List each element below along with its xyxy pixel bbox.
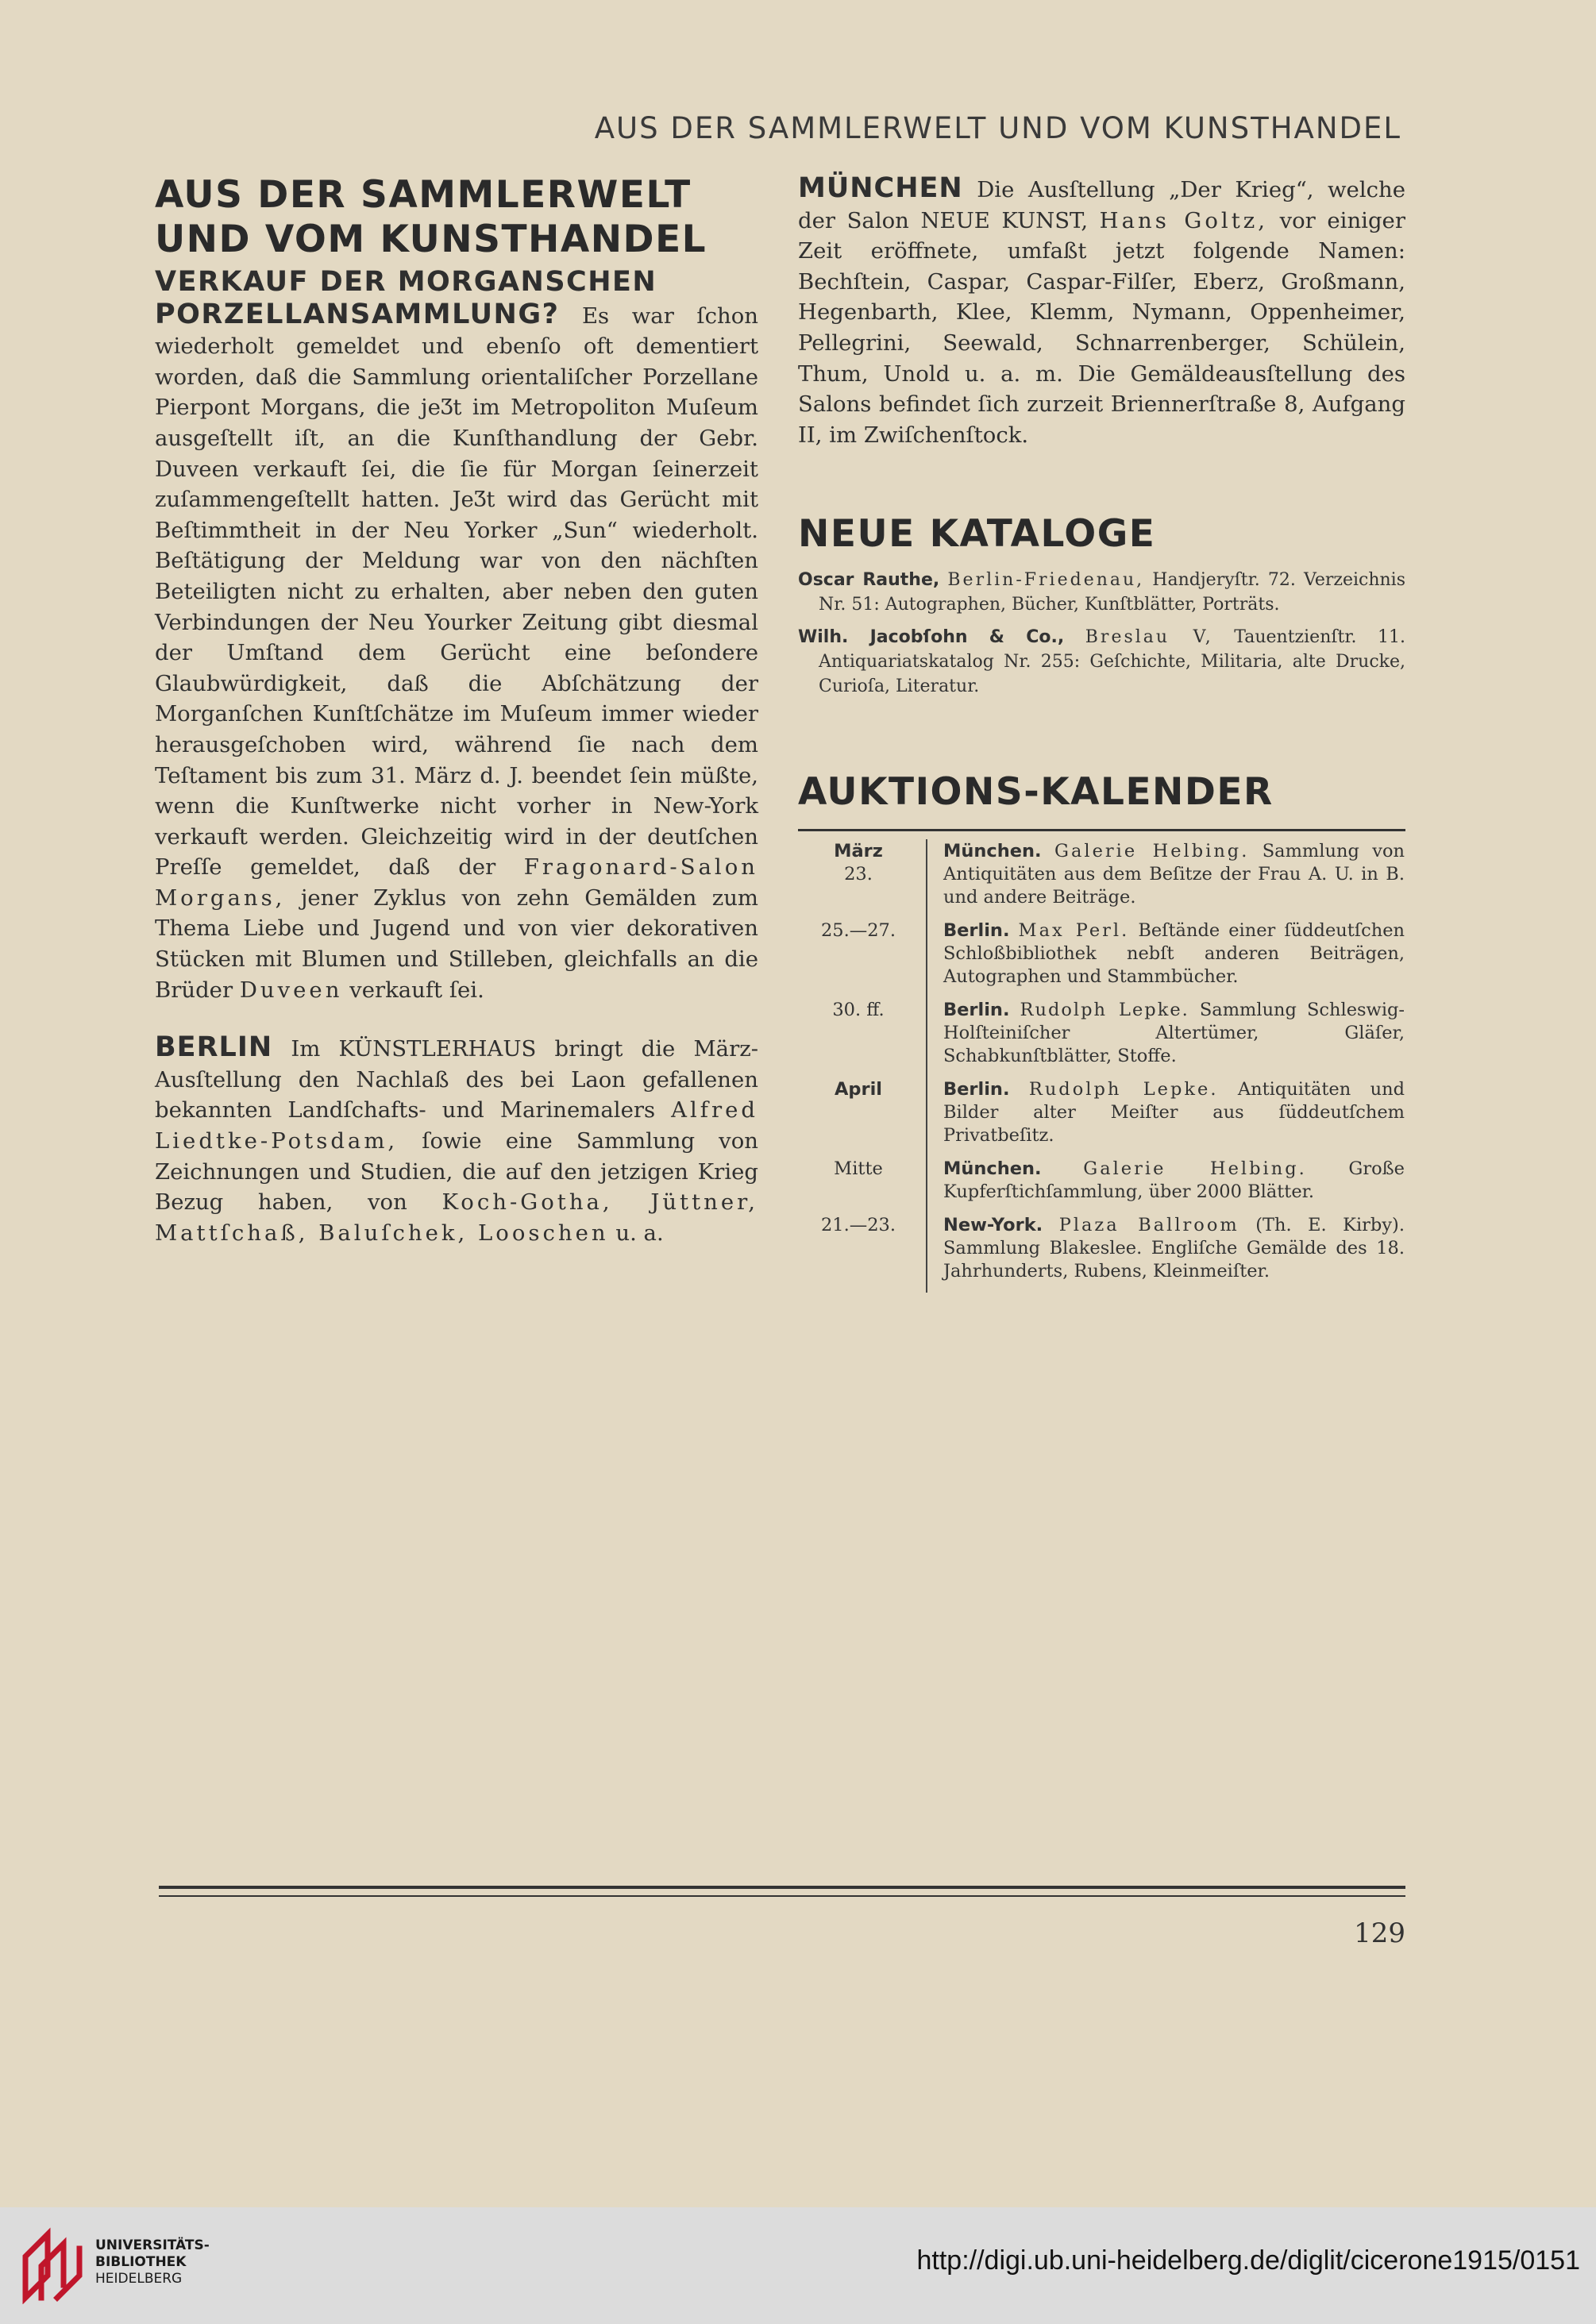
catalog-entry [798,568,1405,617]
auction-description [927,919,1405,998]
section-title-line-1: AUS DER SAMMLERWELT [155,173,692,217]
article-morgan [155,267,758,1005]
auction-place: Berlin. [943,1079,1010,1100]
article-muenchen-text-a: Die Ausſtellung „Der Krieg“, welche der Salon NEUE KUNST, [798,177,1405,233]
article-morgan-spaced-1: Fragonard-Salon Morgans, [155,854,758,911]
auktion-title: AUKTIONS-KALENDER [798,770,1274,815]
auktion-calendar [798,839,1405,1293]
auction-day: 25.—27. [820,920,896,942]
auktion-rule [798,829,1405,831]
auction-month: April [834,1079,883,1100]
auction-text: Beſtände einer ſüddeutſchen Schloßbibliothek nebſt anderen Beiträgen, Autographen und Stammbücher. [943,920,1405,988]
article-morgan-spaced-2: Duveen [239,977,343,1003]
article-berlin [155,1032,758,1248]
auction-day: Mitte [834,1158,883,1180]
auction-month: März [834,841,883,862]
library-name-line-3: HEIDELBERG [95,2271,183,2287]
catalog-name: Wilh. Jacobſohn & Co., [798,627,1065,648]
library-name [95,2237,210,2287]
table-row [798,998,1405,1077]
article-berlin-text-c: u. a. [615,1220,664,1246]
auction-house: Galerie Helbing. [1054,841,1250,862]
article-morgan-text-c: verkauft ſei. [349,977,484,1003]
auction-house: Rudolph Lepke. [1028,1079,1219,1100]
auction-description [927,839,1405,919]
source-url-link[interactable]: http://digi.ub.uni-heidelberg.de/diglit/cicerone1915/0151 [916,2245,1580,2276]
article-morgan-head-2: PORZELLANSAMMLUNG? [155,298,560,330]
table-row [798,919,1405,998]
auction-place: New-York. [943,1215,1043,1236]
auction-text: Sammlung von Antiquitäten aus dem Beſitze der Frau A. U. in B. und andere Beiträge. [943,841,1405,908]
auction-date [798,919,927,998]
article-berlin-spaced-1: Alfred Liedtke-Potsdam, [155,1097,759,1154]
article-berlin-spaced-2: Koch-Gotha, Jüttner, Mattſchaß, Baluſchek, Looschen [155,1189,759,1246]
auction-day: 23. [844,864,873,885]
article-berlin-head: BERLIN [155,1031,273,1064]
auction-day: 30. ff. [832,1000,885,1021]
section-title-line-2: UND VOM KUNSTHANDEL [155,218,707,261]
auction-place: München. [943,1158,1042,1180]
catalog-name: Oscar Rauthe, [798,570,940,591]
auction-date [798,1157,927,1213]
auction-description [927,1157,1405,1213]
table-row [798,839,1405,919]
auction-text: Große Kupferſtichſammlung, über 2000 Blätter. [943,1158,1405,1203]
left-column [155,173,758,1248]
catalog-place: Breslau V, [1085,627,1213,648]
auction-description [927,1213,1405,1293]
article-berlin-text-b: ſowie eine Sammlung von Zeichnungen und Studien, die auf den jetzigen Krieg Bezug haben, von [155,1128,758,1216]
bottom-double-rule [159,1886,1405,1897]
table-row [798,1157,1405,1213]
article-muenchen-text-b: vor einiger Zeit eröffnete, umfaßt jetzt folgende Namen: Bechſtein, Caspar, Caspar-Filſer, Eberz, Großmann, Hegenbarth, Klee, Klemm, Nymann, Oppenheimer, Pellegrini, Seewald, Schnarrenberger, Schülein, Thum, Unold u. a. m. Die Gemäldeausſtellung des Salons befindet ſich zurzeit Briennerſtraße 8, Aufgang II, im Zwiſchenſtock. [798,207,1405,448]
right-column [798,173,1405,1293]
auction-date [798,1213,927,1293]
article-berlin-text-a: Im KÜNSTLERHAUS bringt die März-Ausſtellung den Nachlaß des bei Laon gefallenen bekannten Landſchafts- und Marinemalers [155,1036,758,1123]
section-title [155,173,758,262]
auction-house: Max Perl. [1018,920,1130,942]
auction-place: Berlin. [943,1000,1010,1021]
article-muenchen-head: MÜNCHEN [798,172,963,204]
library-name-line-1: UNIVERSITÄTS- [95,2237,210,2253]
auction-description [927,998,1405,1077]
article-muenchen [798,173,1405,450]
rule-thin [159,1895,1405,1897]
auction-house: Plaza Ballroom [1058,1215,1239,1236]
article-morgan-head-1: VERKAUF DER MORGANSCHEN [155,266,657,298]
article-morgan-text-b: jener Zyklus von zehn Gemälden zum Thema Liebe und Jugend und von vier dekorativen Stücken mit Blumen und Stilleben, gleichfalls an die Brüder [155,885,758,1003]
auction-day: 21.—23. [820,1215,896,1236]
auction-house: Galerie Helbing. [1083,1158,1307,1180]
catalog-list [798,568,1405,699]
kataloge-title: NEUE KATALOGE [798,512,1156,557]
table-row [798,1213,1405,1293]
auction-house: Rudolph Lepke. [1020,1000,1189,1021]
auction-date [798,839,927,919]
catalog-place: Berlin-Friedenau, [947,570,1145,591]
auction-text: Sammlung Schleswig-Holſteiniſcher Altertümer, Gläſer, Schabkunſtblätter, Stoffe. [943,1000,1405,1067]
auction-date [798,1077,927,1157]
auction-place: Berlin. [943,920,1010,942]
library-name-line-2: BIBLIOTHEK [95,2254,187,2270]
catalog-details: Handjeryſtr. 72. Verzeichnis Nr. 51: Autographen, Bücher, Kunſtblätter, Porträts. [819,570,1405,615]
catalog-entry [798,625,1405,699]
library-logo-icon [17,2225,89,2304]
rule-thick [159,1886,1405,1889]
auction-date [798,998,927,1077]
auction-place: München. [943,841,1042,862]
auction-text: Antiquitäten und Bilder alter Meiſter aus ſüddeutſchem Privatbeſitz. [943,1079,1405,1147]
table-row [798,1077,1405,1157]
catalog-details: Tauentzienſtr. 11. Antiquariatskatalog Nr. 255: Geſchichte, Militaria, alte Drucke, Curioſa, Literatur. [819,627,1405,697]
running-head: AUS DER SAMMLERWELT UND VOM KUNSTHANDEL [594,111,1401,145]
page-number: 129 [1354,1917,1405,1949]
auction-description [927,1077,1405,1157]
digitization-footer [0,2207,1596,2324]
article-morgan-text-a: Es war ſchon wiederholt gemeldet und ebenſo oft dementiert worden, daß die Sammlung orientaliſcher Porzellane Pierpont Morgans, die jeƷt im Metropoliton Muſeum ausgeſtellt iſt, an die Kunſthandlung der Gebr. Duveen verkauft ſei, die ſie für Morgan ſeinerzeit zuſammengeſtellt hatten. JeƷt wird das Gerücht mit Beſtimmtheit in der Neu Yorker „Sun“ wiederholt. Beſtätigung der Meldung war von den nächſten Beteiligten nicht zu erhalten, aber neben den guten Verbindungen der Neu Yourker Zeitung gibt diesmal der Umſtand dem Gerücht eine beſondere Glaubwürdigkeit, daß die Abſchätzung der Morganſchen Kunſtſchätze im Muſeum immer wieder herausgeſchoben wird, während ſie nach dem Teſtament bis zum 31. März d. J. beendet ſein müßte, wenn die Kunſtwerke nicht vorher in New-York verkauft werden. Gleichzeitig wird in der deutſchen Preſſe gemeldet, daß der [155,303,758,881]
article-muenchen-spaced: Hans Goltz, [1099,207,1269,233]
auction-text: (Th. E. Kirby). Sammlung Blakeslee. Engliſche Gemälde des 18. Jahrhunderts, Rubens, Kleinmeiſter. [943,1215,1405,1282]
